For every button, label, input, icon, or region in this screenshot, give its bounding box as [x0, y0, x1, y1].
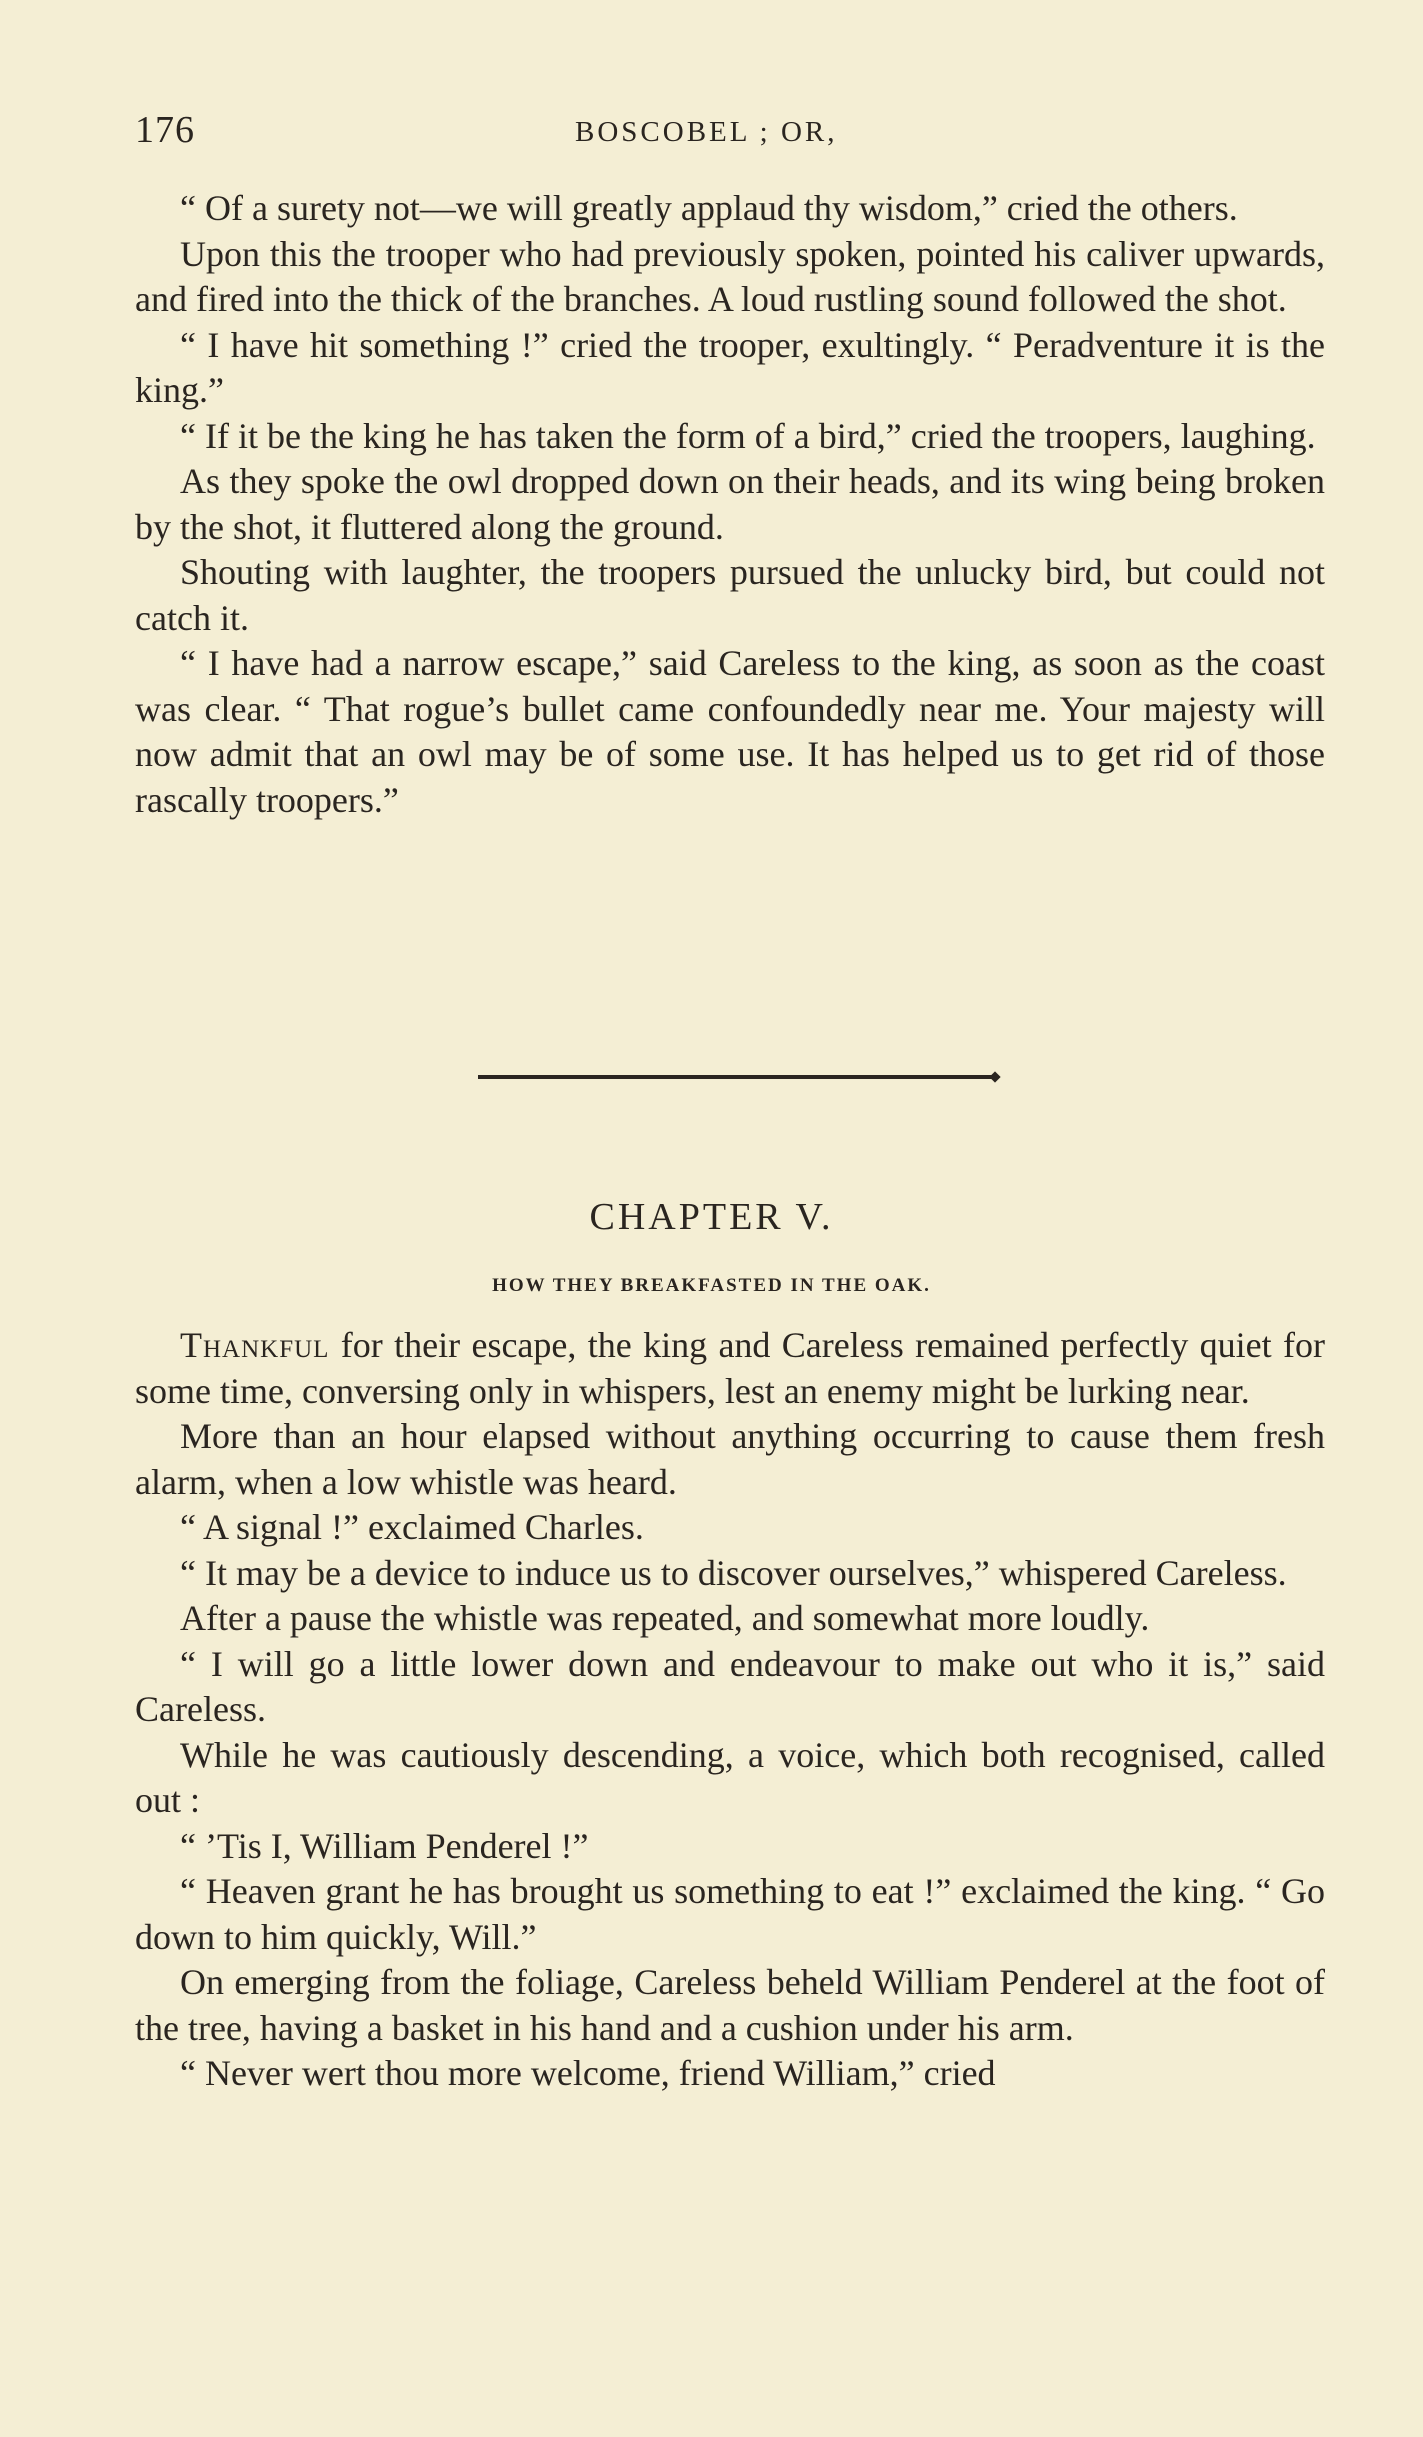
- running-head: BOSCOBEL ; OR,: [575, 116, 838, 148]
- chapter-text-section: [135, 1323, 1325, 2097]
- paragraph: Upon this the trooper who had previously spoken, pointed his caliver upwards, and fired into the thick of the branches. A loud rustling sound followed the shot.: [135, 233, 1325, 319]
- paragraph: After a pause the whistle was repeated, and somewhat more loudly.: [180, 1598, 1150, 1638]
- paragraph: While he was cautiously descending, a voice, which both recognised, called out :: [135, 1734, 1325, 1820]
- paragraph: “ Of a surety not—we will greatly applaud thy wisdom,” cried the others.: [180, 188, 1238, 228]
- chapter-subtitle: HOW THEY BREAKFASTED IN THE OAK.: [492, 1275, 931, 1296]
- opening-paragraph-text: for their escape, the king and Careless remained perfectly quiet for some time, conversing only in whispers, lest an enemy might be lurking near.: [135, 1325, 1325, 1411]
- paragraph: “ I have had a narrow escape,” said Careless to the king, as soon as the coast was clear. “ That rogue’s bullet came confoundedly near me. Your majesty will now admit that an owl may be of some use. It has helped us to get rid of those rascally troopers.”: [135, 643, 1325, 820]
- paragraph: “ A signal !” exclaimed Charles.: [180, 1507, 644, 1547]
- paragraph: “ ’Tis I, William Penderel !”: [180, 1825, 589, 1866]
- opening-paragraph: [135, 1323, 1325, 1414]
- paragraph: “ Heaven grant he has brought us something to eat !” exclaimed the king. “ Go down to him quickly, Will.”: [135, 1871, 1325, 1957]
- continued-text-section: [135, 186, 1325, 823]
- paragraph: “ It may be a device to induce us to discover ourselves,” whispered Careless.: [180, 1552, 1287, 1593]
- section-divider-rule: [478, 1075, 993, 1079]
- paragraph: “ I have hit something !” cried the trooper, exultingly. “ Peradventure it is the king.”: [135, 324, 1325, 410]
- paragraph: “ I will go a little lower down and endeavour to make out who it is,” said Careless.: [135, 1643, 1325, 1729]
- paragraph: As they spoke the owl dropped down on their heads, and its wing being broken by the shot, it fluttered along the ground.: [135, 461, 1325, 547]
- page-header: [135, 108, 1320, 158]
- paragraph: Shouting with laughter, the troopers pursued the unlucky bird, but could not catch it.: [135, 552, 1325, 638]
- paragraph: “ If it be the king he has taken the form of a bird,” cried the troopers, laughing.: [180, 415, 1316, 456]
- paragraph: More than an hour elapsed without anything occurring to cause them fresh alarm, when a low whistle was heard.: [135, 1416, 1325, 1502]
- paragraph: “ Never wert thou more welcome, friend William,” cried: [180, 2053, 996, 2093]
- chapter-title: CHAPTER V.: [589, 1196, 834, 1238]
- opening-word: Thankful: [180, 1325, 330, 1365]
- paragraph: On emerging from the foliage, Careless beheld William Penderel at the foot of the tree, having a basket in his hand and a cushion under his arm.: [135, 1962, 1325, 2048]
- page-number: 176: [135, 109, 195, 151]
